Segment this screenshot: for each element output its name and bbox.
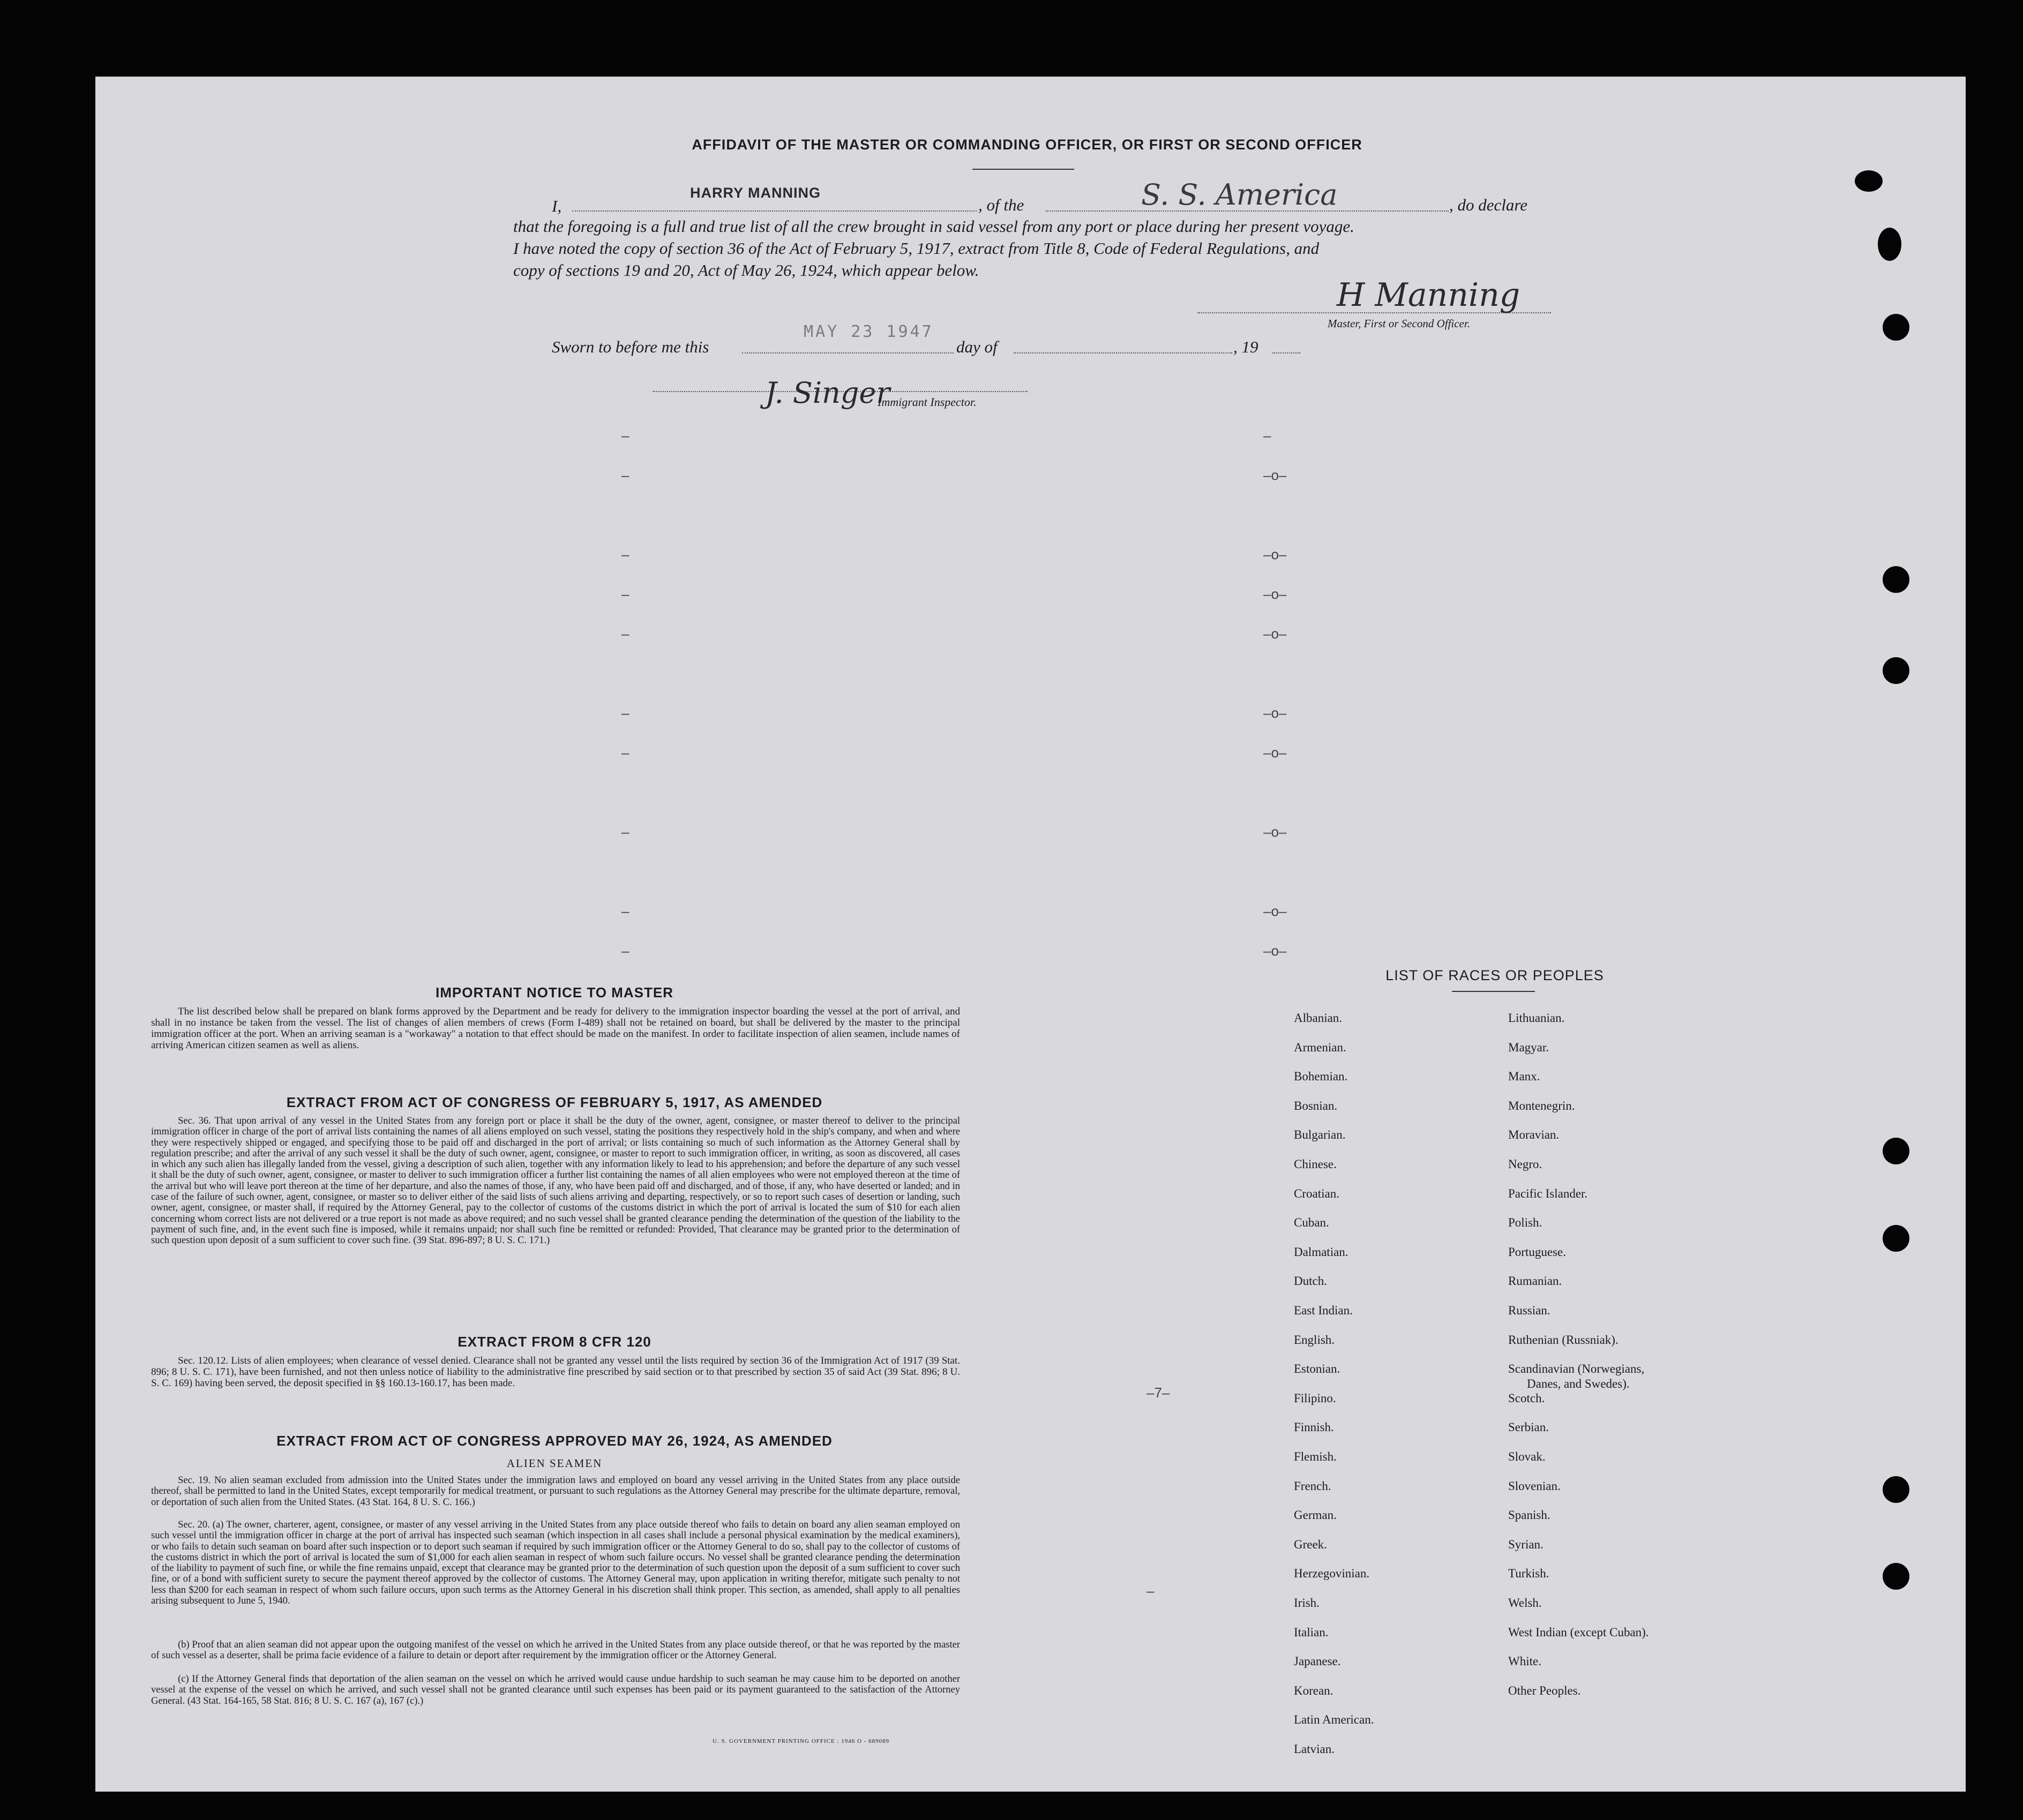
master-signature-caption: Master, First or Second Officer. xyxy=(1328,317,1470,330)
day-of-label: day of xyxy=(956,337,998,356)
year-line xyxy=(1272,352,1300,354)
race-item: Latvian. xyxy=(1294,1742,1335,1756)
race-item: Herzegovinian. xyxy=(1294,1567,1370,1581)
inspector-signature: J. Singer xyxy=(765,376,890,410)
race-item: Greek. xyxy=(1294,1537,1327,1551)
column-mark: –o– xyxy=(1263,705,1287,721)
race-item: Other Peoples. xyxy=(1508,1683,1581,1697)
column-mark: – xyxy=(621,467,630,483)
race-item: Latin American. xyxy=(1294,1713,1374,1727)
race-item: Lithuanian. xyxy=(1508,1011,1565,1025)
punch-hole xyxy=(1883,1225,1909,1252)
column-mark: –o– xyxy=(1263,943,1287,959)
column-mark: –o– xyxy=(1263,546,1287,562)
column-mark: –o– xyxy=(1263,626,1287,642)
race-item: English. xyxy=(1294,1333,1335,1347)
races-heading: LIST OF RACES OR PEOPLES xyxy=(1385,967,1604,983)
column-mark: – xyxy=(621,626,630,642)
column-mark: – xyxy=(621,427,630,443)
affidavit-line-2: that the foregoing is a full and true list of all the crew brought in said vessel from any port or place during her present voyage. xyxy=(513,217,1354,236)
column-mark: –o– xyxy=(1263,586,1287,602)
column-mark: – xyxy=(621,903,630,919)
notice-body: The list described below shall be prepared on blank forms approved by the Department and be ready for delivery to the immigration inspector boarding the vessel at the port of arrival, and shall in no instance be taken from the vessel. The list of changes of alien members of crews (Form I-489) shall not be retained on board, but shall be delivered by the master to the principal immigration officer at the port. When an arriving seaman is a "workaway" a notation to that effect should be made on the manifest. In order to facilitate inspection of alien seamen, include names of arriving American citizen seamen as well as aliens. xyxy=(151,1006,960,1051)
punch-hole xyxy=(1883,1476,1909,1503)
extract-1924-heading: EXTRACT FROM ACT OF CONGRESS APPROVED MAY 26, 1924, AS AMENDED xyxy=(276,1433,833,1449)
affidavit-line-4: copy of sections 19 and 20, Act of May 26, 1924, which appear below. xyxy=(513,261,979,280)
column-mark: – xyxy=(621,546,630,562)
race-item: German. xyxy=(1294,1508,1337,1522)
race-item: Slovenian. xyxy=(1508,1479,1561,1493)
race-item: Negro. xyxy=(1508,1157,1542,1171)
sworn-date-line xyxy=(742,352,954,354)
race-item: French. xyxy=(1294,1479,1331,1493)
race-item: Scandinavian (Norwegians, xyxy=(1508,1362,1645,1376)
column-mark: – xyxy=(1263,427,1271,443)
race-item: Filipino. xyxy=(1294,1391,1336,1405)
extract-cfr-body: Sec. 120.12. Lists of alien employees; when clearance of vessel denied. Clearance shall not be granted any vessel until the lists required by section 36 of the Immigration Act of 1917 (39 Stat. 896; 8 U. S. C. 171), have been furnished, and not then unless notice of liability to the administrative fine prescribed by said section or to that prescribed by section 35 of said Act (39 Stat. 896; 8 U. S. C. 169) having been served, the deposit specified in §§ 160.13-160.17, has been made. xyxy=(151,1355,960,1389)
title-underline xyxy=(972,169,1074,170)
race-item: Portuguese. xyxy=(1508,1245,1566,1259)
race-item: Bulgarian. xyxy=(1294,1128,1346,1142)
race-item: Japanese. xyxy=(1294,1654,1341,1668)
month-line xyxy=(1014,352,1232,354)
race-item: Albanian. xyxy=(1294,1011,1343,1025)
sworn-date-stamp: MAY 23 1947 xyxy=(804,322,934,341)
column-mark: – xyxy=(621,943,630,959)
race-item: Cuban. xyxy=(1294,1216,1329,1230)
race-item: Ruthenian (Russniak). xyxy=(1508,1333,1619,1347)
race-item: Croatian. xyxy=(1294,1186,1339,1200)
column-mark: –o– xyxy=(1263,903,1287,919)
affidavit-line-3: I have noted the copy of section 36 of the Act of February 5, 1917, extract from Title 8, Code of Federal Regulations, and xyxy=(513,239,1320,258)
extract-1917-body: Sec. 36. That upon arrival of any vessel in the United States from any foreign port or place it shall be the duty of the owner, agent, consignee, or master thereof to deliver to the principal immigration officer in charge of the port of arrival lists containing the names of all aliens employed on such vessel, stating the positions they respectively hold in the ship's company, and when and where they were respectively shipped or engaged, and specifying those to be paid off and discharged in the port of arrival; or lists containing so much of such information as the Attorney General shall by regulation prescribe; and after the arrival of any such vessel it shall be the duty of such owner, agent, consignee, or master to report to such immigration officer, in writing, as soon as discovered, all cases in which any such alien has illegally landed from the vessel, giving a description of such alien, together with any information likely to lead to his apprehension; and before the departure of any such vessel it shall be the duty of such owner, agent, consignee, or master to deliver to such immigration officer a further list containing the names of all alien employees who were not employed thereon at the time of the arrival but who will leave port thereon at the time of her departure, and also the names of those, if any, who have been paid off and discharged, and of those, if any, who have deserted or landed; and in case of the failure of such owner, agent, consignee, or master so to deliver either of the said lists of such aliens arriving and departing, respectively, or so to report such cases of desertion or landing, such owner, agent, consignee, or master shall, if required by the Attorney General, pay to the collector of customs of the customs district in which the port of arrival is located the sum of $10 for each alien concerning whom correct lists are not delivered or a true report is not made as above required; and no such vessel shall be granted clearance pending the determination of the question of the liability to the payment of such fine, and, in the event such fine is imposed, while it remains unpaid; nor shall such fine be remitted or refunded: Provided, That clearance may be granted prior to the determination of such question upon deposit of a sum sufficient to cover such fine. (39 Stat. 896-897; 8 U. S. C. 171.) xyxy=(151,1116,960,1246)
extract-1924-sec20c: (c) If the Attorney General finds that deportation of the alien seaman on the vessel on which he arrived would cause undue hardship to such seaman he may cause him to be deported on another vessel at the expense of the vessel on which he arrived, and such vessel shall not be granted clearance until such expenses has been paid or its payment guaranteed to the satisfaction of the Attorney General. (43 Stat. 164-165, 58 Stat. 816; 8 U. S. C. 167 (a), 167 (c).) xyxy=(151,1674,960,1706)
race-item: Rumanian. xyxy=(1508,1274,1562,1288)
race-item: Korean. xyxy=(1294,1683,1333,1697)
column-mark: –o– xyxy=(1263,744,1287,761)
race-item: Armenian. xyxy=(1294,1040,1346,1054)
race-item: Italian. xyxy=(1294,1625,1329,1639)
race-item: Scotch. xyxy=(1508,1391,1545,1405)
race-item: Bohemian. xyxy=(1294,1070,1348,1084)
race-item: Irish. xyxy=(1294,1596,1320,1610)
punch-hole xyxy=(1883,566,1909,593)
race-item: Moravian. xyxy=(1508,1128,1560,1142)
race-item: Manx. xyxy=(1508,1070,1540,1084)
race-item: Danes, and Swedes). xyxy=(1527,1377,1630,1391)
race-item: White. xyxy=(1508,1654,1541,1668)
sworn-label: Sworn to before me this xyxy=(552,337,709,356)
race-item: Serbian. xyxy=(1508,1420,1549,1434)
punch-hole xyxy=(1883,657,1909,684)
inspector-caption: Immigrant Inspector. xyxy=(878,395,977,409)
race-item: Turkish. xyxy=(1508,1567,1549,1581)
extract-cfr-heading: EXTRACT FROM 8 CFR 120 xyxy=(458,1334,651,1350)
printing-office-footer: U. S. GOVERNMENT PRINTING OFFICE : 1946 O - 689089 xyxy=(713,1738,890,1744)
punch-hole xyxy=(1878,228,1901,261)
column-mark: –o– xyxy=(1263,824,1287,840)
extract-1917-heading: EXTRACT FROM ACT OF CONGRESS OF FEBRUARY 5, 1917, AS AMENDED xyxy=(286,1094,823,1110)
master-name: HARRY MANNING xyxy=(690,185,821,201)
race-item: Polish. xyxy=(1508,1216,1542,1230)
race-item: Pacific Islander. xyxy=(1508,1186,1588,1200)
column-mark: –7– xyxy=(1147,1385,1170,1401)
extract-1924-sec20b: (b) Proof that an alien seaman did not appear upon the outgoing manifest of the vessel on which he arrived in the United States from any place outside thereof, or that he was reported by the master of such vessel as a deserter, shall be prima facie evidence of a failure to detain or deport after requirement by the immigration officer or the Attorney General. xyxy=(151,1639,960,1661)
master-name-line xyxy=(572,210,977,212)
race-item: Slovak. xyxy=(1508,1450,1546,1463)
race-item: Russian. xyxy=(1508,1304,1550,1317)
race-item: Finnish. xyxy=(1294,1420,1334,1434)
column-mark: – xyxy=(621,824,630,840)
column-mark: –o– xyxy=(1263,467,1287,483)
race-item: Dutch. xyxy=(1294,1274,1327,1288)
races-underline xyxy=(1452,991,1535,992)
year-label: , 19 xyxy=(1233,337,1258,356)
race-item: Spanish. xyxy=(1508,1508,1550,1522)
race-item: East Indian. xyxy=(1294,1304,1353,1317)
affidavit-i-label: I, xyxy=(552,197,562,215)
extract-1924-subheading: ALIEN SEAMEN xyxy=(506,1457,603,1470)
race-item: Estonian. xyxy=(1294,1362,1340,1376)
column-mark: – xyxy=(621,744,630,761)
column-mark: – xyxy=(621,705,630,721)
race-item: Bosnian. xyxy=(1294,1099,1338,1112)
vessel-name: S. S. America xyxy=(1141,178,1338,212)
master-signature: H Manning xyxy=(1337,276,1520,314)
race-item: Syrian. xyxy=(1508,1537,1544,1551)
punch-hole xyxy=(1855,170,1883,192)
do-declare-label: , do declare xyxy=(1449,195,1528,214)
column-mark: – xyxy=(621,586,630,602)
extract-1924-sec19: Sec. 19. No alien seaman excluded from admission into the United States under the immigration laws and employed on board any vessel arriving in the United States from any place outside thereof, shall be permitted to land in the United States, except temporarily for medical treatment, or pursuant to such regulations as the Attorney General may prescribe for the ultimate departure, removal, or deportation of such alien from the United States. (43 Stat. 164, 8 U. S. C. 166.) xyxy=(151,1475,960,1508)
punch-hole xyxy=(1883,1138,1909,1164)
of-the-label: , of the xyxy=(978,195,1024,214)
column-mark: – xyxy=(1147,1583,1155,1599)
race-item: Flemish. xyxy=(1294,1450,1337,1463)
race-item: Welsh. xyxy=(1508,1596,1542,1610)
race-item: West Indian (except Cuban). xyxy=(1508,1625,1649,1639)
race-item: Dalmatian. xyxy=(1294,1245,1348,1259)
affidavit-title: AFFIDAVIT OF THE MASTER OR COMMANDING OFFICER, OR FIRST OR SECOND OFFICER xyxy=(692,137,1362,153)
race-item: Montenegrin. xyxy=(1508,1099,1575,1112)
punch-hole xyxy=(1883,1563,1909,1590)
punch-hole xyxy=(1883,314,1909,341)
race-item: Chinese. xyxy=(1294,1157,1337,1171)
race-item: Magyar. xyxy=(1508,1040,1549,1054)
notice-heading: IMPORTANT NOTICE TO MASTER xyxy=(436,984,673,1001)
extract-1924-sec20a: Sec. 20. (a) The owner, charterer, agent, consignee, or master of any vessel arriving in the United States from any place outside thereof who fails to detain on board any alien seaman employed on such vessel until the immigration officer in charge at the port of arrival has inspected such seaman (which inspection in all cases shall include a personal physical examination by the medical examiners), or who fails to detain such seaman on board after such inspection or to deport such seaman if required by such immigration officer or the Attorney General to do so, shall pay to the collector of customs of the customs district in which the port of arrival is located the sum of $1,000 for each alien seaman in respect of whom such failure occurs. No vessel shall be granted clearance pending the determination of the liability to payment of such fine, or while the fine remains unpaid, except that clearance may be granted prior to the determination of such question upon the deposit of a sum sufficient to cover such fine, or of a bond with sufficient surety to secure the payment thereof approved by the collector of customs. The Attorney General may, upon application in writing therefor, mitigate such penalty to not less than $200 for each seaman in respect of whom such failure occurs, upon such terms as the Attorney General in his discretion shall think proper. This section, as amended, shall apply to all penalties arising subsequent to June 5, 1940. xyxy=(151,1520,960,1607)
